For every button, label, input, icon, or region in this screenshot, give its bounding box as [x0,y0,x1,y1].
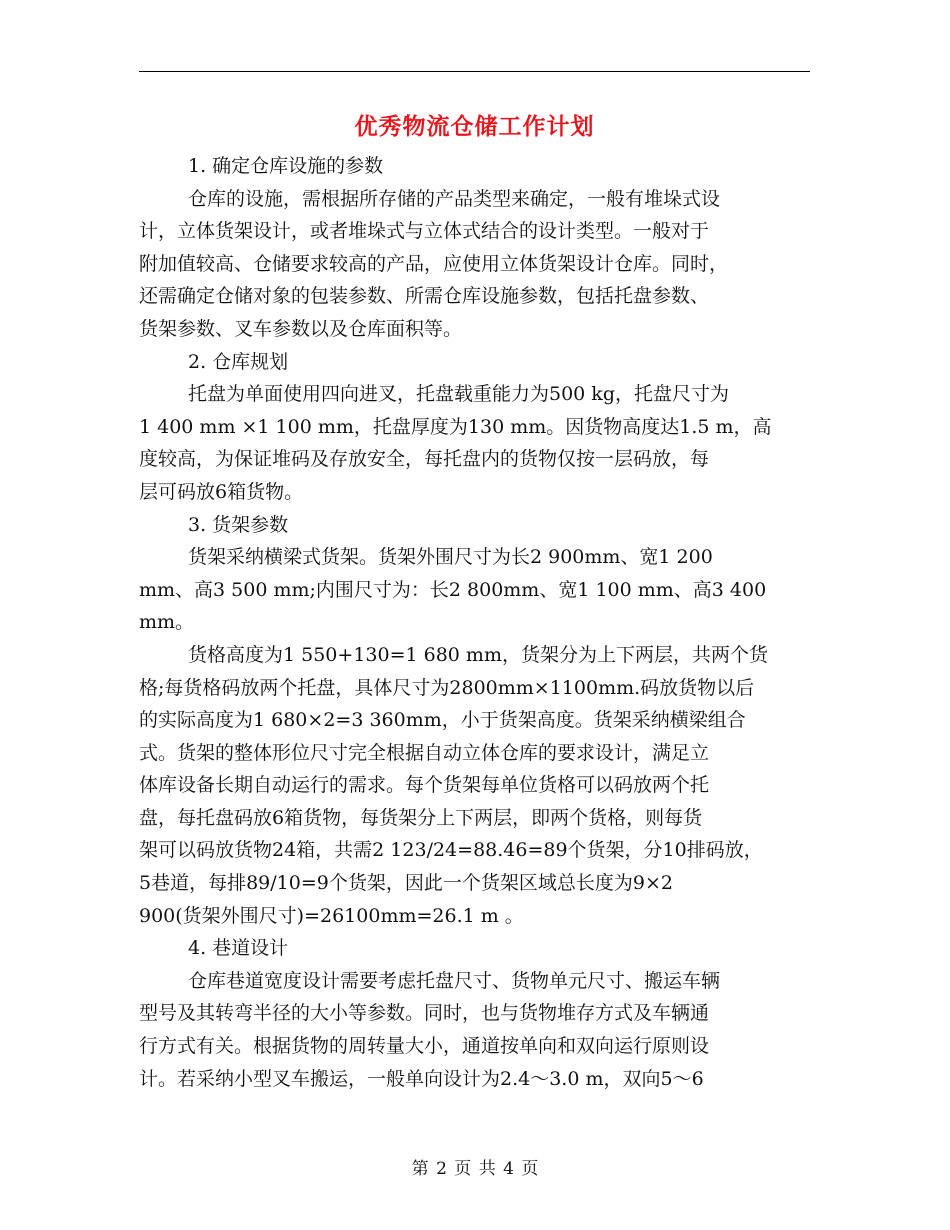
text-line: 还需确定仓储对象的包装参数、所需仓库设施参数，包括托盘参数、 [139,285,710,308]
text-line: 货格高度为1 550+130=1 680 mm，货架分为上下两层，共两个货 [188,643,768,666]
text-line: 1. 确定仓库设施的参数 [188,155,384,177]
text-line: 盘，每托盘码放6箱货物，每货架分上下两层，即两个货格，则每货 [139,806,703,829]
text-line: mm、高3 500 mm;内围尺寸为：长2 800mm、宽1 100 mm、高3 400 [139,578,767,601]
text-line: 计，立体货架设计，或者堆垛式与立体式结合的设计类型。一般对于 [139,220,710,243]
document-body [139,150,829,1095]
text-line: 层可码放6箱货物。 [139,480,304,503]
header-rule [139,71,810,72]
text-line: 货架参数、叉车参数以及仓库面积等。 [139,317,463,340]
text-line: 格;每货格码放两个托盘，具体尺寸为2800mm×1100mm.码放货物以后 [139,676,755,699]
text-line: mm。 [139,611,195,634]
text-line: 式。货架的整体形位尺寸完全根据自动立体仓库的要求设计，满足立 [139,741,710,764]
text-line: 3. 货架参数 [188,513,289,536]
text-line: 附加值较高、仓储要求较高的产品，应使用立体货架设计仓库。同时， [139,252,729,275]
text-line: 体库设备长期自动运行的需求。每个货架每单位货格可以码放两个托 [139,774,710,797]
text-line: 900(货架外围尺寸)=26100mm=26.1 m 。 [139,904,524,927]
page-footer: 第 2 页 共 4 页 [411,1159,539,1179]
text-line: 度较高，为保证堆码及存放安全，每托盘内的货物仅按一层码放，每 [139,448,710,471]
text-line: 仓库的设施，需根据所存储的产品类型来确定，一般有堆垛式设 [188,187,721,210]
text-line: 型号及其转弯半径的大小等参数。同时，也与货物堆存方式及车辆通 [139,1002,710,1025]
document-title: 优秀物流仓储工作计划 [354,113,595,140]
text-line: 1 400 mm ×1 100 mm，托盘厚度为130 mm。因货物高度达1.5 m，高 [139,415,772,438]
text-line: 托盘为单面使用四向进叉，托盘载重能力为500 kg，托盘尺寸为 [188,383,729,406]
text-line: 货架采纳横梁式货架。货架外围尺寸为长2 900mm、宽1 200 [188,546,713,569]
text-line: 2. 仓库规划 [188,350,289,373]
text-line: 行方式有关。根据货物的周转量大小，通道按单向和双向运行原则设 [139,1035,710,1058]
text-line: 5巷道，每排89/10=9个货架，因此一个货架区域总长度为9×2 [139,872,673,895]
text-line: 架可以码放货物24箱，共需2 123/24=88.46=89个货架，分10排码放， [139,839,763,862]
text-line: 的实际高度为1 680×2=3 360mm，小于货架高度。货架采纳横梁组合 [139,709,746,732]
text-line: 仓库巷道宽度设计需要考虑托盘尺寸、货物单元尺寸、搬运车辆 [188,969,721,992]
text-line: 计。若采纳小型叉车搬运，一般单向设计为2.4～3.0 m，双向5～6 [139,1067,704,1090]
text-line: 4. 巷道设计 [188,937,289,960]
